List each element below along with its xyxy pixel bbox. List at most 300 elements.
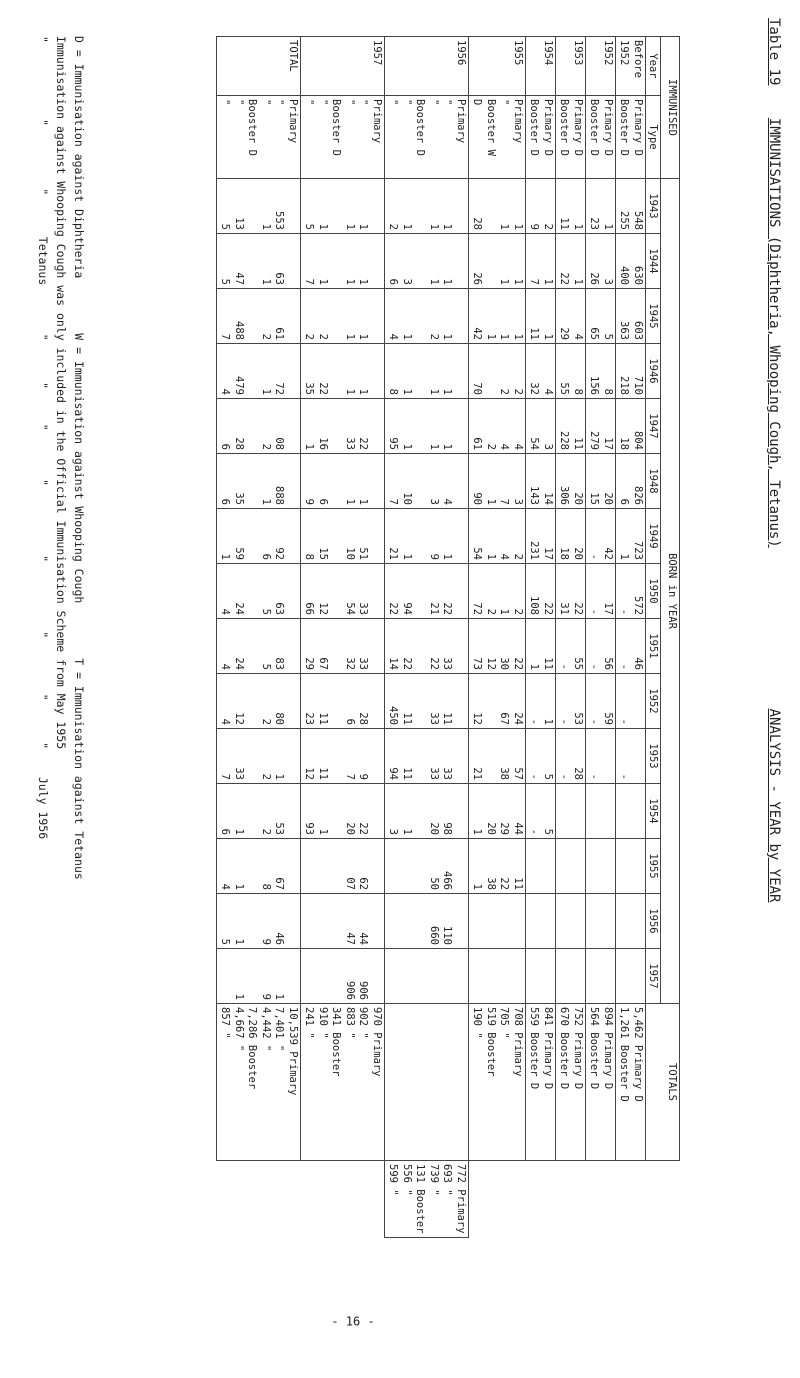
table-cell: [217, 399, 301, 454]
cell-value: [370, 237, 384, 285]
table-cell: [616, 784, 646, 839]
table-cell: [469, 399, 526, 454]
cell-value: [440, 1007, 454, 1157]
analysis-label: ANALYSIS - YEAR by YEAR: [766, 708, 782, 903]
row-total: 841 Primary D: [542, 1007, 554, 1090]
cell-value: 1: [357, 498, 370, 505]
cell-value: 1: [233, 938, 245, 945]
cell-value: [302, 897, 316, 945]
cell-value: 630: [632, 266, 644, 285]
cell-value: 3: [401, 278, 413, 285]
table-cell: [385, 509, 469, 564]
page-header: [766, 18, 782, 927]
cell-value: 488: [233, 321, 245, 340]
cell-value: [541, 842, 555, 890]
table-cell: [526, 564, 556, 619]
cell-value: 1: [441, 278, 454, 285]
cell-value: [413, 732, 427, 780]
cell-value: 1: [357, 333, 370, 340]
cell-value: 20: [485, 822, 497, 835]
table-cell: [301, 674, 385, 729]
cell-value: [557, 897, 571, 945]
row-total: 739 ": [428, 1164, 440, 1196]
cell-value: 363: [618, 321, 631, 340]
cell-value: [454, 622, 468, 670]
footnote-t: T = Immunisation against Tetanus: [72, 658, 86, 880]
table-cell: [526, 674, 556, 729]
cell-value: -: [618, 663, 631, 670]
table-cell: [469, 949, 526, 1004]
cell-value: [302, 842, 316, 890]
table-cell: [616, 894, 646, 949]
cell-value: 8: [260, 883, 272, 890]
cell-value: 65: [588, 327, 601, 340]
cell-value: 660: [428, 926, 440, 945]
immunisation-table: [216, 36, 680, 1238]
born-year-header: 1955: [646, 839, 661, 894]
cell-value: 51: [357, 547, 370, 560]
cell-value: 30: [498, 657, 511, 670]
cell-value: [413, 677, 427, 725]
table-cell: [586, 839, 616, 894]
cell-value: 603: [632, 321, 644, 340]
cell-value: 4: [219, 718, 232, 725]
cell-value: [413, 787, 427, 835]
table-cell: [616, 289, 646, 344]
cell-value: 35: [303, 382, 316, 395]
cell-value: 2: [512, 553, 524, 560]
cell-value: 17: [602, 437, 614, 450]
totals-header: TOTALS: [646, 1004, 680, 1161]
row-total: 4,442 ": [260, 1007, 272, 1052]
cell-value: [245, 182, 259, 230]
row-totals: [217, 1004, 301, 1161]
cell-value: 22: [572, 602, 584, 615]
cell-value: [286, 182, 300, 230]
table-cell: [301, 949, 385, 1004]
table-cell: [469, 729, 526, 784]
cell-value: 14: [542, 492, 554, 505]
cell-value: 23: [303, 712, 316, 725]
cell-value: -: [588, 663, 601, 670]
cell-value: 8: [572, 388, 584, 395]
cell-value: 93: [303, 822, 316, 835]
table-cell: [526, 344, 556, 399]
cell-value: [329, 567, 343, 615]
cell-value: 72: [273, 382, 286, 395]
row-totals: [385, 1161, 469, 1238]
table-cell: [469, 564, 526, 619]
cell-value: [413, 347, 427, 395]
table-cell: [556, 509, 586, 564]
cell-value: 21: [387, 547, 400, 560]
cell-value: [571, 897, 585, 945]
cell-value: 8: [387, 388, 400, 395]
table-cell: [556, 179, 586, 234]
row-total: 894 Primary D: [602, 1007, 614, 1090]
cell-value: 22: [441, 602, 454, 615]
cell-value: -: [588, 718, 601, 725]
table-cell: [526, 619, 556, 674]
table-cell: [385, 234, 469, 289]
cell-value: 3: [512, 498, 524, 505]
table-cell: [586, 344, 616, 399]
cell-value: 31: [558, 602, 571, 615]
cell-value: -: [618, 608, 631, 615]
cell-value: [286, 512, 300, 560]
cell-value: 38: [485, 877, 497, 890]
cell-value: 7: [387, 498, 400, 505]
cell-value: 2: [260, 333, 272, 340]
table-cell: [301, 454, 385, 509]
cell-value: [316, 897, 330, 945]
cell-value: -: [528, 828, 541, 835]
cell-value: 1: [273, 773, 286, 780]
row-year: [469, 37, 526, 96]
cell-value: 12: [485, 657, 497, 670]
cell-value: [245, 897, 259, 945]
cell-value: 4: [219, 663, 232, 670]
table-cell: [385, 564, 469, 619]
cell-value: [245, 512, 259, 560]
cell-value: 90: [471, 492, 484, 505]
table-cell: [385, 179, 469, 234]
cell-value: [511, 952, 525, 1000]
cell-value: 1: [512, 223, 524, 230]
table-cell: [556, 894, 586, 949]
cell-value: 72: [471, 602, 484, 615]
table-cell: [217, 289, 301, 344]
cell-value: 1: [542, 718, 554, 725]
cell-value: 548: [632, 211, 644, 230]
table-cell: [385, 729, 469, 784]
row-total: 670 Booster D: [558, 1007, 571, 1090]
cell-value: 22: [317, 382, 329, 395]
cell-value: 20: [572, 492, 584, 505]
cell-value: [413, 457, 427, 505]
cell-value: [413, 402, 427, 450]
cell-value: [286, 292, 300, 340]
cell-value: 12: [303, 767, 316, 780]
table-cell: [526, 399, 556, 454]
cell-value: [631, 952, 645, 1000]
cell-value: 228: [558, 431, 571, 450]
cell-value: 4: [512, 443, 524, 450]
cell-value: 110: [441, 926, 454, 945]
cell-value: 906: [344, 981, 356, 1000]
born-year-header: 1949: [646, 509, 661, 564]
cell-value: [329, 457, 343, 505]
cell-value: 16: [317, 437, 329, 450]
cell-value: 5: [260, 663, 272, 670]
row-totals: [586, 1004, 616, 1161]
cell-value: 80: [273, 712, 286, 725]
cell-value: 1: [428, 388, 440, 395]
row-year: [301, 37, 385, 96]
cell-value: 1: [428, 443, 440, 450]
cell-value: 1: [357, 388, 370, 395]
table-cell: [526, 839, 556, 894]
born-year-header: 1952: [646, 674, 661, 729]
cell-value: 12: [233, 712, 245, 725]
table-cell: [556, 949, 586, 1004]
cell-value: 888: [273, 486, 286, 505]
cell-value: [454, 402, 468, 450]
row-type: Primary: [371, 99, 383, 144]
cell-value: 29: [558, 327, 571, 340]
table-cell: [385, 839, 469, 894]
table-cell: [469, 454, 526, 509]
cell-value: 56: [602, 657, 614, 670]
table-cell: [385, 454, 469, 509]
cell-value: 5: [602, 333, 614, 340]
table-cell: [301, 234, 385, 289]
row-total: 970 Primary: [371, 1007, 383, 1077]
cell-value: 9: [528, 223, 541, 230]
type-column-header: Type: [646, 96, 661, 179]
cell-value: 32: [528, 382, 541, 395]
cell-value: 1: [401, 223, 413, 230]
cell-value: 22: [357, 437, 370, 450]
table-cell: [217, 344, 301, 399]
cell-value: [370, 622, 384, 670]
row-year-text: 1956: [455, 40, 467, 66]
cell-value: 22: [558, 272, 571, 285]
cell-value: -: [528, 773, 541, 780]
cell-value: 33: [428, 767, 440, 780]
table-cell: [526, 784, 556, 839]
cell-value: 63: [273, 272, 286, 285]
table-body: [217, 37, 646, 1238]
cell-value: 1: [303, 443, 316, 450]
row-year: [556, 37, 586, 96]
cell-value: [454, 952, 468, 1000]
row-type: Booster D: [618, 99, 631, 156]
table-cell: [616, 509, 646, 564]
table-row: [526, 37, 556, 1238]
cell-value: [286, 622, 300, 670]
row-year-text: 1953: [572, 40, 584, 66]
table-cell: [217, 949, 301, 1004]
row-total: 599 ": [387, 1164, 400, 1196]
cell-value: 24: [512, 712, 524, 725]
table-cell: [217, 509, 301, 564]
cell-value: 11: [317, 712, 329, 725]
cell-value: 553: [273, 211, 286, 230]
cell-value: 9: [260, 938, 272, 945]
cell-value: 4: [219, 388, 232, 395]
row-type: ": [317, 99, 329, 106]
cell-value: 11: [558, 217, 571, 230]
row-total: 4,667 ": [233, 1007, 245, 1052]
table-cell: [556, 564, 586, 619]
cell-value: 28: [233, 437, 245, 450]
cell-value: 11: [317, 767, 329, 780]
table-cell: [217, 674, 301, 729]
row-total: 10,539 Primary: [287, 1007, 299, 1096]
cell-value: 6: [219, 498, 232, 505]
cell-value: 1: [485, 333, 497, 340]
table-cell: [469, 179, 526, 234]
table-row: [385, 37, 469, 1238]
cell-value: 61: [471, 437, 484, 450]
cell-value: [370, 347, 384, 395]
cell-value: 11: [512, 877, 524, 890]
table-cell: [385, 784, 469, 839]
table-cell: [385, 399, 469, 454]
cell-value: [413, 512, 427, 560]
table-cell: [217, 619, 301, 674]
cell-value: 7: [219, 333, 232, 340]
row-totals: [616, 1004, 646, 1161]
cell-value: 5: [219, 938, 232, 945]
cell-value: 2: [542, 223, 554, 230]
cell-value: 466: [441, 871, 454, 890]
cell-value: 12: [317, 602, 329, 615]
table-cell: [586, 454, 616, 509]
row-total: 752 Primary D: [572, 1007, 584, 1090]
table-cell: [586, 894, 616, 949]
cell-value: 9: [357, 773, 370, 780]
cell-value: 279: [588, 431, 601, 450]
cell-value: 1: [233, 993, 245, 1000]
cell-value: 1: [542, 278, 554, 285]
cell-value: 20: [344, 822, 356, 835]
cell-value: [245, 622, 259, 670]
cell-value: 55: [572, 657, 584, 670]
cell-value: 1: [572, 278, 584, 285]
cell-value: 15: [317, 547, 329, 560]
row-types: [469, 96, 526, 179]
cell-value: [370, 292, 384, 340]
table-cell: [586, 564, 616, 619]
table-cell: [469, 839, 526, 894]
cell-value: [329, 182, 343, 230]
table-cell: [586, 729, 616, 784]
cell-value: -: [558, 718, 571, 725]
table-cell: [469, 674, 526, 729]
cell-value: 6: [317, 498, 329, 505]
table-cell: [301, 289, 385, 344]
table-cell: [616, 839, 646, 894]
row-total: 1,261 Booster D: [618, 1007, 631, 1102]
cell-value: [302, 952, 316, 1000]
cell-value: -: [618, 773, 631, 780]
cell-value: 17: [602, 602, 614, 615]
cell-value: [484, 677, 498, 725]
cell-value: [571, 842, 585, 890]
cell-value: 2: [303, 333, 316, 340]
row-year-text: 1952: [618, 40, 631, 66]
cell-value: [617, 787, 631, 835]
row-total: 241 ": [303, 1007, 316, 1039]
row-total: 7,401 ": [273, 1007, 286, 1052]
row-type: Primary: [455, 99, 467, 144]
cell-value: 3: [428, 498, 440, 505]
cell-value: 826: [632, 486, 644, 505]
row-total: 902 ": [357, 1007, 370, 1039]
cell-value: [454, 457, 468, 505]
cell-value: 33: [357, 602, 370, 615]
row-type: Booster D: [330, 99, 343, 156]
cell-value: 255: [618, 211, 631, 230]
row-totals: [469, 1004, 526, 1161]
table-cell: [301, 509, 385, 564]
cell-value: [370, 842, 384, 890]
cell-value: 63: [273, 602, 286, 615]
cell-value: [386, 897, 400, 945]
table-cell: [217, 839, 301, 894]
table-cell: [301, 399, 385, 454]
cell-value: [286, 732, 300, 780]
cell-value: 46: [632, 657, 644, 670]
row-type: Booster D: [528, 99, 541, 156]
cell-value: [370, 952, 384, 1000]
cell-value: [329, 512, 343, 560]
cell-value: [245, 842, 259, 890]
cell-value: 2: [512, 608, 524, 615]
cell-value: 92: [273, 547, 286, 560]
cell-value: 42: [602, 547, 614, 560]
table-cell: [616, 399, 646, 454]
cell-value: 29: [498, 822, 511, 835]
table-cell: [556, 674, 586, 729]
row-type: Primary D: [542, 99, 554, 156]
cell-value: 1: [428, 278, 440, 285]
cell-value: 9: [303, 498, 316, 505]
cell-value: [329, 897, 343, 945]
year-column-header: Year: [646, 37, 661, 96]
cell-value: 11: [441, 712, 454, 725]
cell-value: 15: [588, 492, 601, 505]
row-types: [217, 96, 301, 179]
row-type: ": [357, 99, 370, 106]
cell-value: 1: [401, 443, 413, 450]
cell-value: 4: [387, 333, 400, 340]
table-cell: [556, 839, 586, 894]
cell-value: 5: [219, 223, 232, 230]
cell-value: [370, 182, 384, 230]
cell-value: 95: [387, 437, 400, 450]
cell-value: [601, 897, 615, 945]
cell-value: [370, 787, 384, 835]
cell-value: [571, 952, 585, 1000]
cell-value: [631, 732, 645, 780]
cell-value: 4: [498, 443, 511, 450]
cell-value: -: [558, 773, 571, 780]
cell-value: 2: [260, 828, 272, 835]
table-cell: [301, 179, 385, 234]
row-type: ": [303, 99, 316, 106]
cell-value: 46: [273, 932, 286, 945]
cell-value: 73: [471, 657, 484, 670]
cell-value: [286, 842, 300, 890]
cell-value: 5: [542, 828, 554, 835]
row-total: 708 Primary: [512, 1007, 524, 1077]
cell-value: 11: [572, 437, 584, 450]
cell-value: [218, 952, 232, 1000]
cell-value: 9: [428, 553, 440, 560]
cell-value: -: [528, 718, 541, 725]
table-cell: [556, 454, 586, 509]
cell-value: 2: [260, 773, 272, 780]
cell-value: 6: [219, 828, 232, 835]
cell-value: 1: [273, 993, 286, 1000]
cell-value: 2: [485, 608, 497, 615]
cell-value: [245, 457, 259, 505]
cell-value: [413, 292, 427, 340]
row-total: 559 Booster D: [528, 1007, 541, 1090]
